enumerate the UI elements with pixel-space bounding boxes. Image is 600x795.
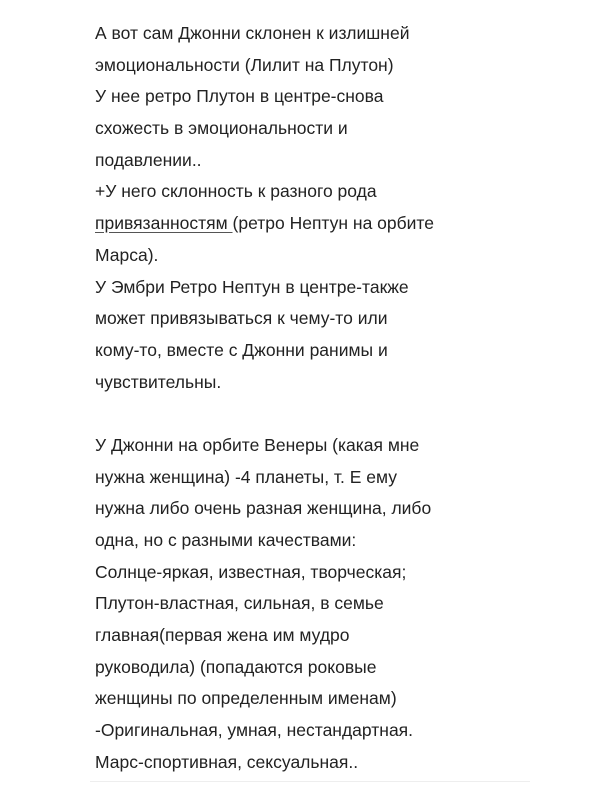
text-line: Плутон-властная, сильная, в семье: [95, 593, 384, 614]
text-line: эмоциональности (Лилит на Плутон): [95, 54, 394, 75]
text-line: -Оригинальная, умная, нестандартная.: [95, 720, 414, 741]
text-line: Марс-спортивная, сексуальная..: [95, 751, 359, 772]
text-line: кому-то, вместе с Джонни ранимы и: [95, 339, 388, 360]
underlined-link[interactable]: привязанностям: [95, 213, 233, 234]
text-line: +У него склонность к разного рода: [95, 181, 377, 202]
document-text: [95, 18, 575, 779]
text-line-with-link: [95, 208, 575, 240]
text-line: У Джонни на орбите Венеры (какая мне: [95, 434, 420, 455]
text-line: Марса).: [95, 244, 159, 265]
text-line: нужна женщина) -4 планеты, т. Е ему: [95, 466, 397, 487]
text-line: чувствительны.: [95, 371, 222, 392]
divider: [90, 781, 530, 782]
text-line: может привязываться к чему-то или: [95, 308, 388, 329]
text-line: руководила) (попадаются роковые: [95, 656, 377, 677]
text-fragment: (ретро Нептун на орбите: [232, 213, 434, 234]
text-line: подавлении..: [95, 149, 202, 170]
text-line: главная(первая жена им мудро: [95, 625, 350, 646]
text-line: У нее ретро Плутон в центре-снова: [95, 86, 384, 107]
text-line: одна, но с разными качествами:: [95, 530, 357, 550]
text-line: схожесть в эмоциональности и: [95, 118, 348, 139]
text-line: А вот сам Джонни склонен к излишней: [95, 23, 410, 43]
text-line: У Эмбри Ретро Нептун в центре-также: [95, 276, 409, 297]
text-line: нужна либо очень разная женщина, либо: [95, 498, 432, 519]
paragraph-gap: [95, 398, 575, 430]
text-line: Солнце-яркая, известная, творческая;: [95, 561, 407, 582]
text-line: женщины по определенным именам): [95, 688, 397, 709]
